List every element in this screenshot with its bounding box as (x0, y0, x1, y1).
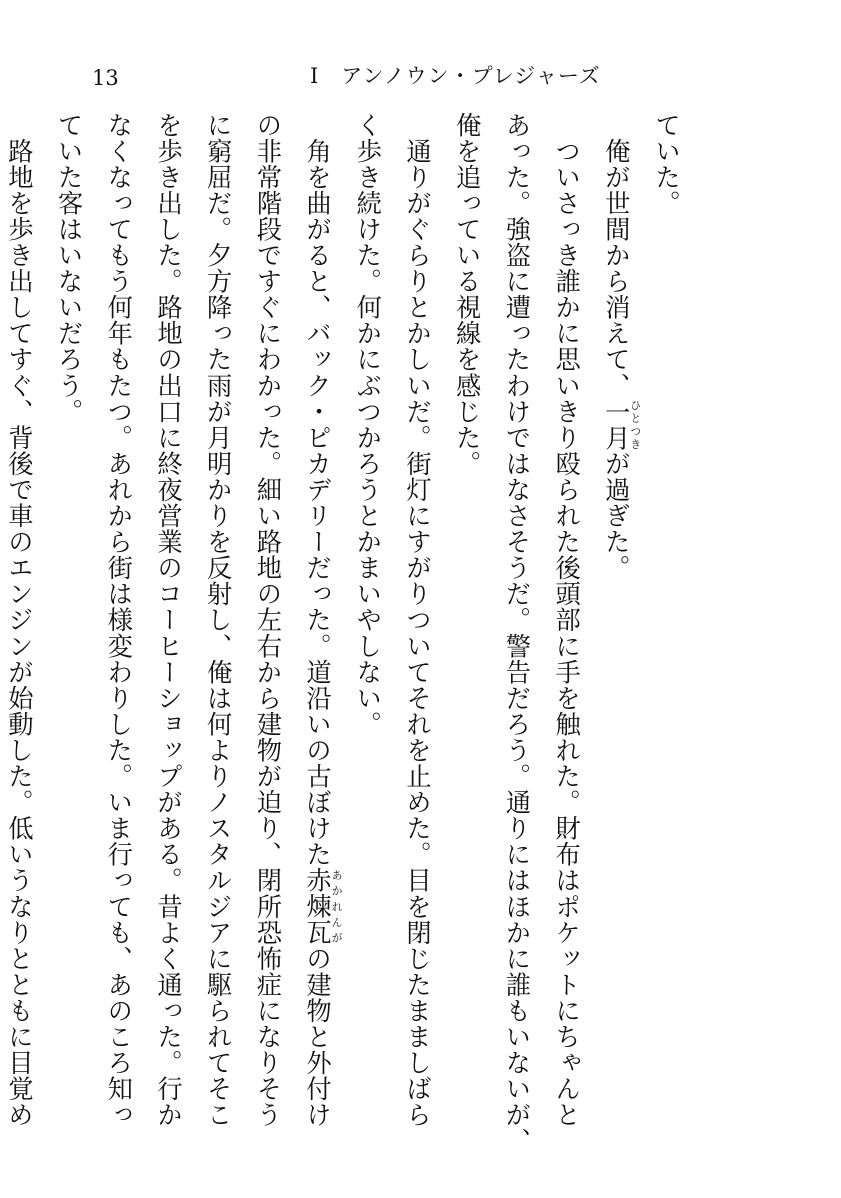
ruby-reading: ひとつき (628, 398, 642, 451)
text-line: ついさっき誰かに思いきり殴られた後頭部に手を触れた。財布はポケットにちゃんと (552, 112, 582, 1128)
ruby-base: 一月 (601, 398, 631, 451)
text-line: 俺を追っている視線を感じた。 (452, 112, 482, 477)
page-number: 13 (92, 66, 119, 90)
text-line: ていた。 (652, 112, 681, 217)
ruby-word (601, 398, 642, 451)
text-line (292, 112, 344, 1128)
text-segment: が過ぎた。 (601, 450, 631, 581)
text-line: ていた客はいないだろう。 (54, 112, 84, 425)
body-text (0, 112, 691, 1154)
running-title: I アンノウン・プレジャーズ (310, 64, 601, 88)
text-line: の非常階段ですぐにわかった。細い路地の左右から建物が迫り、閉所恐怖症になりそう (253, 112, 283, 1128)
text-segment: の建物と外付け (303, 945, 333, 1128)
text-line: 通りがぐらりとかしいだ。街灯にすがりついてそれを止めた。目を閉じたまましばら (402, 112, 432, 1128)
text-line: なくなってもう何年もたつ。あれから街は様変わりした。いま行っても、あのころ知っ (104, 112, 134, 1128)
ruby-base: 赤煉瓦 (303, 867, 333, 946)
text-segment: 俺が世間から消えて、 (601, 112, 631, 399)
text-line: を歩き出した。路地の出口に終夜営業のコーヒーショップがある。昔よく通った。行か (153, 112, 183, 1128)
text-line (591, 112, 641, 1120)
text-line: に窮屈だ。夕方降った雨が月明かりを反射し、俺は何よりノスタルジアに駆られてそこ (203, 112, 233, 1128)
text-line: 路地を歩き出してすぐ、背後で車のエンジンが始動した。低いうなりとともに目覚め (4, 112, 34, 1128)
ruby-word (303, 867, 344, 946)
text-segment: 角を曲がると、バック・ピカデリーだった。道沿いの古ぼけた (303, 112, 333, 868)
text-line: く歩き続けた。何かにぶつかろうとかまいやしない。 (353, 112, 383, 738)
text-line: あった。強盗に遭ったわけではなさそうだ。警告だろう。通りにはほかに誰もいないが、 (502, 112, 532, 1154)
ruby-reading: あかれんが (330, 867, 344, 946)
